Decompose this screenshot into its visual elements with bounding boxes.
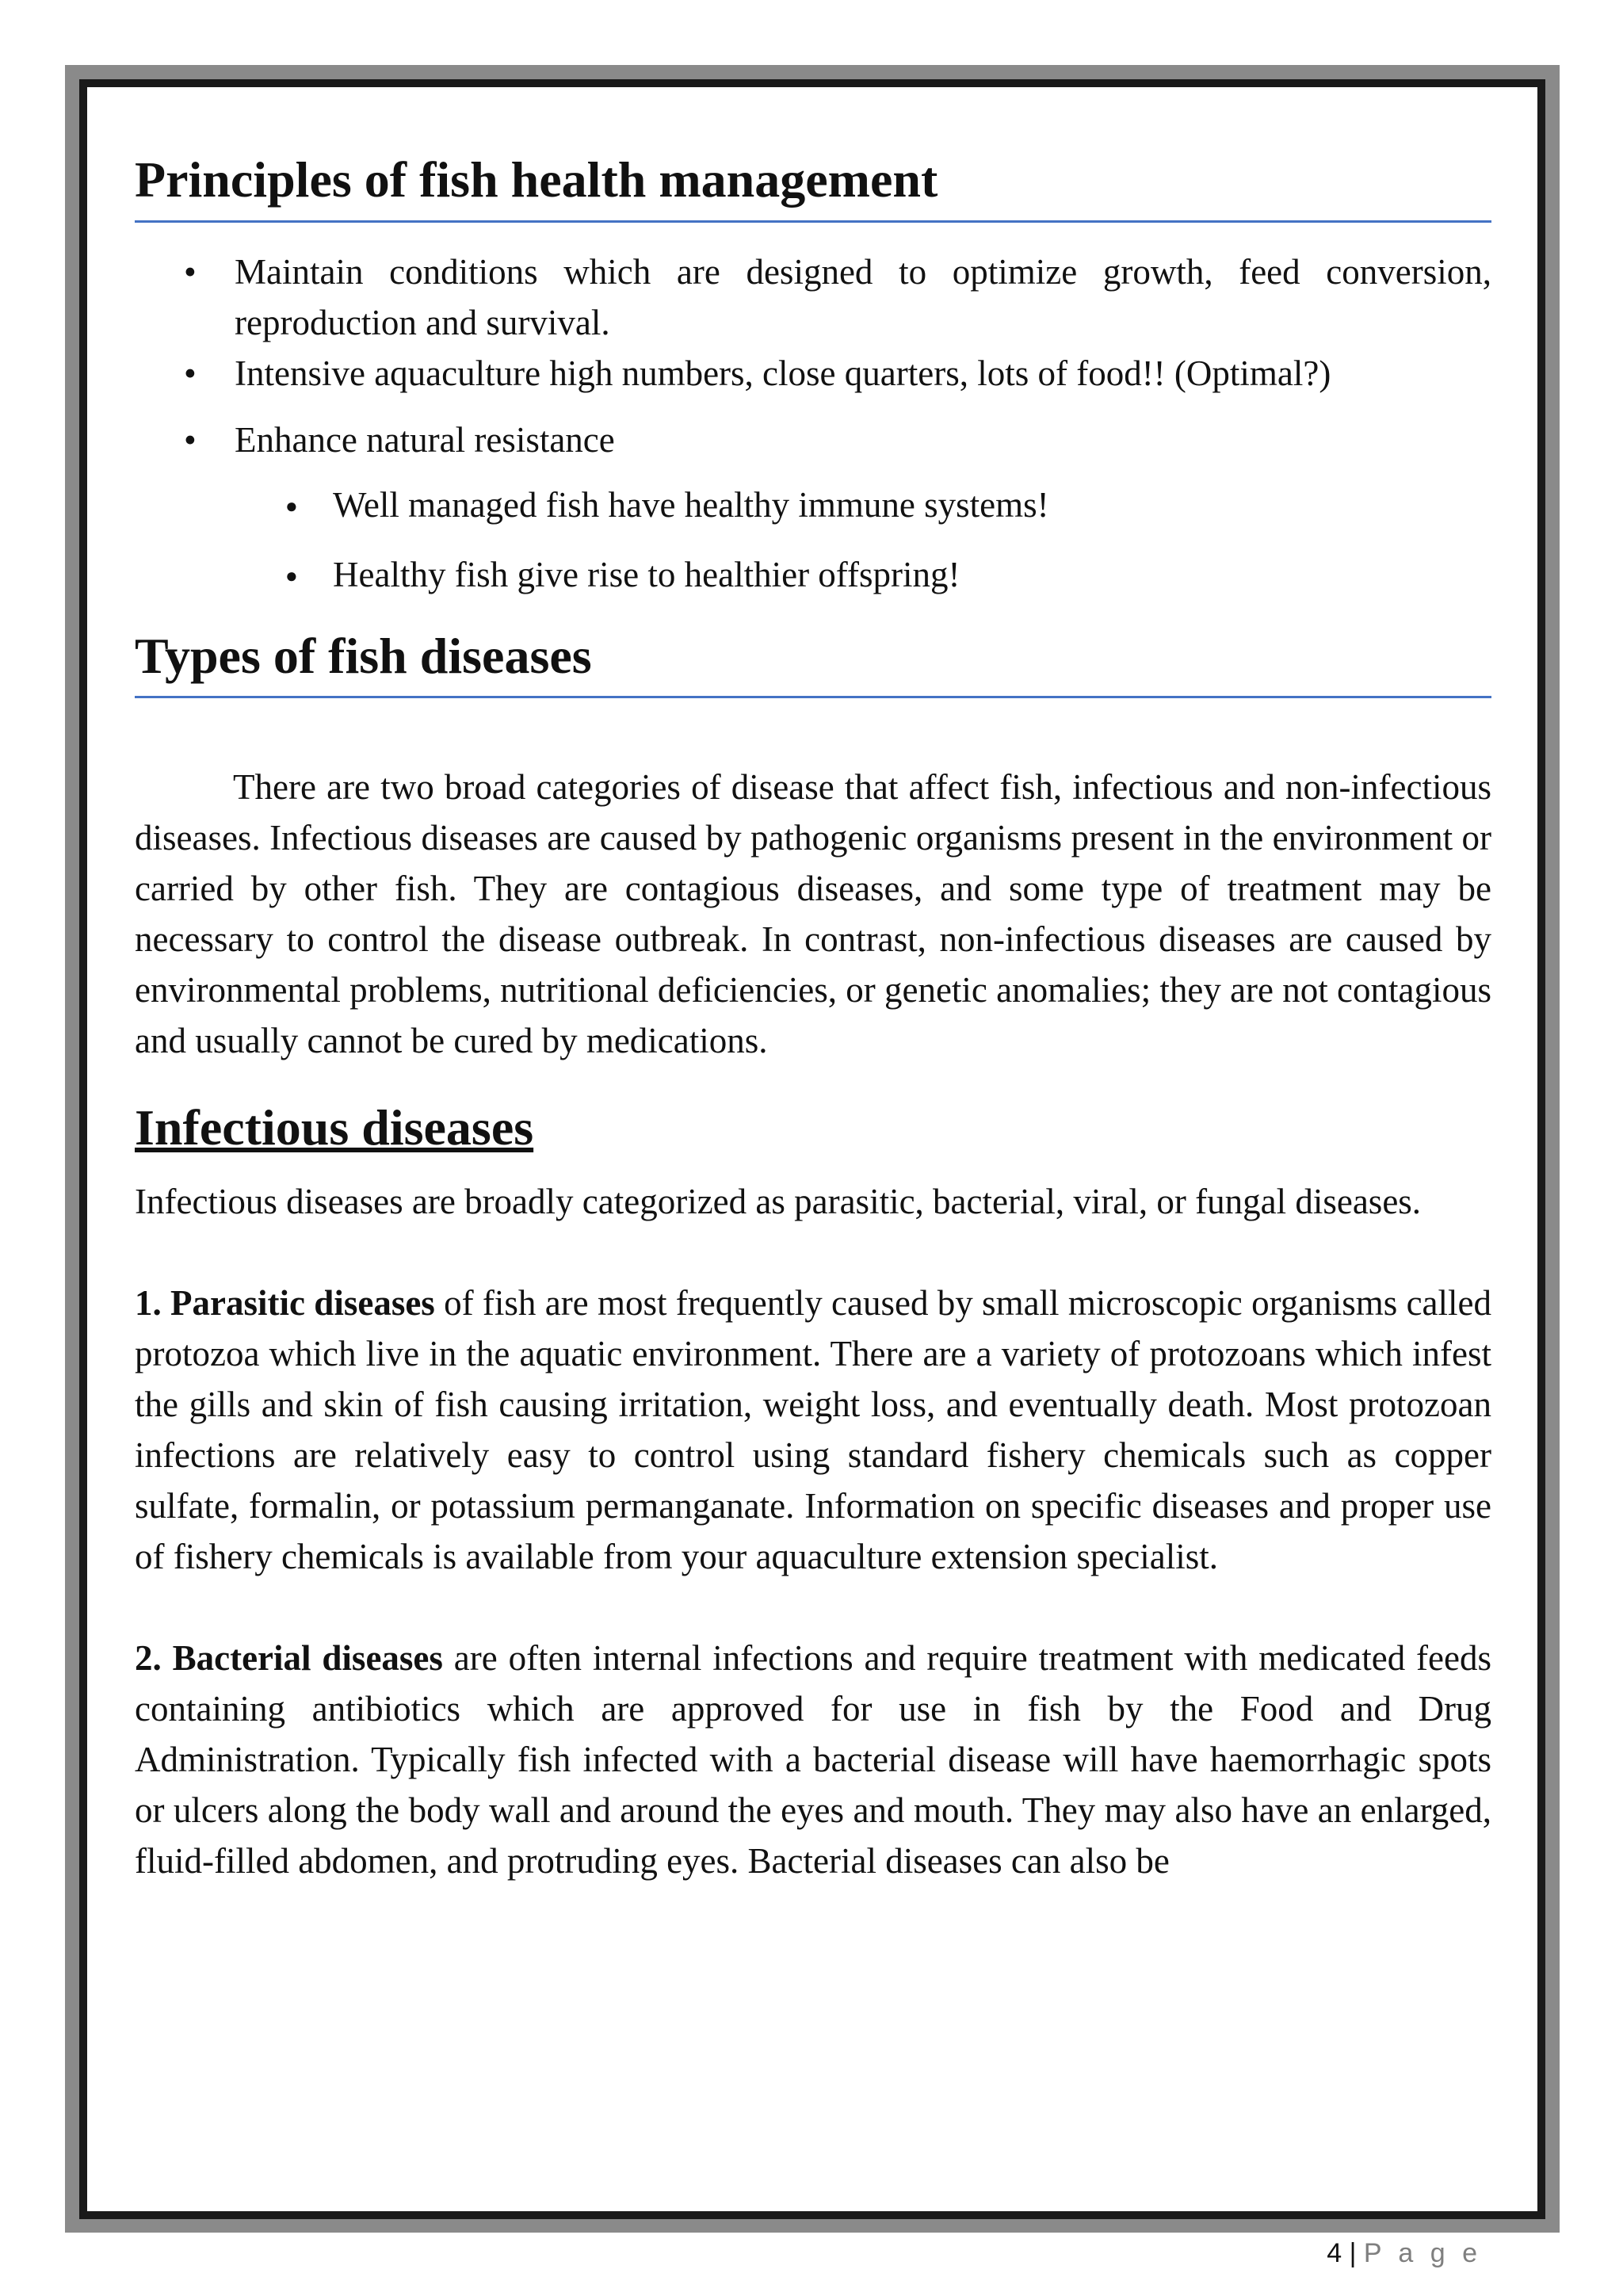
sub-list-item: ● Healthy fish give rise to healthier offspring! bbox=[135, 549, 1491, 600]
list-item: • Intensive aquaculture high numbers, close quarters, lots of food!! (Optimal?) bbox=[135, 348, 1491, 399]
page-number: 4 bbox=[1327, 2238, 1342, 2268]
list-item: • Enhance natural resistance bbox=[135, 415, 1491, 465]
sub-list-item: ● Well managed fish have healthy immune systems! bbox=[135, 479, 1491, 530]
principles-list bbox=[135, 246, 1491, 465]
footer-separator: | bbox=[1349, 2238, 1357, 2268]
heading-infectious: Infectious diseases bbox=[135, 1099, 534, 1156]
parasitic-lead: 1. Parasitic diseases bbox=[135, 1282, 435, 1323]
types-paragraph: There are two broad categories of disease that affect fish, infectious and non-infectious diseases. Infectious diseases are caused by pathogenic organisms present in the environment or carried by other fish. They are contagious diseases, and some type of treatment may be necessary to control the disease outbreak. In contrast, non-infectious diseases are caused by environmental problems, nutritional deficiencies, or genetic anomalies; they are not contagious and usually cannot be cured by medications. bbox=[135, 767, 1491, 1061]
parasitic-text: of fish are most frequently caused by small microscopic organisms called protozoa which live in the aquatic environment. There are a variety of protozoans which infest the gills and skin of fish causing irritation, weight loss, and eventually death. Most protozoan infections are relatively easy to control using standard fishery chemicals such as copper sulfate, formalin, or potassium permanganate. Information on specific diseases and proper use of fishery chemicals is available from your aquaculture extension specialist. bbox=[135, 1282, 1491, 1576]
infectious-intro: Infectious diseases are broadly categorized as parasitic, bacterial, viral, or fungal diseases. bbox=[135, 1181, 1422, 1221]
heading-principles: Principles of fish health management bbox=[135, 151, 938, 208]
heading-rule bbox=[135, 220, 1491, 223]
list-item: • Maintain conditions which are designed to optimize growth, feed conversion, reproduction and survival. bbox=[135, 246, 1491, 348]
page-content bbox=[87, 87, 1537, 2211]
parasitic-paragraph bbox=[135, 1278, 1491, 1582]
bacterial-text: are often internal infections and require treatment with medicated feeds containing antibiotics which are approved for use in fish by the Food and Drug Administration. Typically fish infected with a bacterial disease will have haemorrhagic spots or ulcers along the body wall and around the eyes and mouth. They may also have an enlarged, fluid-filled abdomen, and protruding eyes. Bacterial diseases can also be bbox=[135, 1637, 1492, 1881]
text-column bbox=[135, 151, 1491, 1886]
bacterial-paragraph bbox=[135, 1633, 1491, 1886]
page-label: P a g e bbox=[1363, 2238, 1482, 2268]
heading-types: Types of fish diseases bbox=[135, 627, 592, 684]
bacterial-lead: 2. Bacterial diseases bbox=[135, 1637, 443, 1678]
heading-rule bbox=[135, 696, 1491, 698]
page-footer bbox=[1327, 2238, 1482, 2269]
resistance-sublist bbox=[135, 479, 1491, 600]
